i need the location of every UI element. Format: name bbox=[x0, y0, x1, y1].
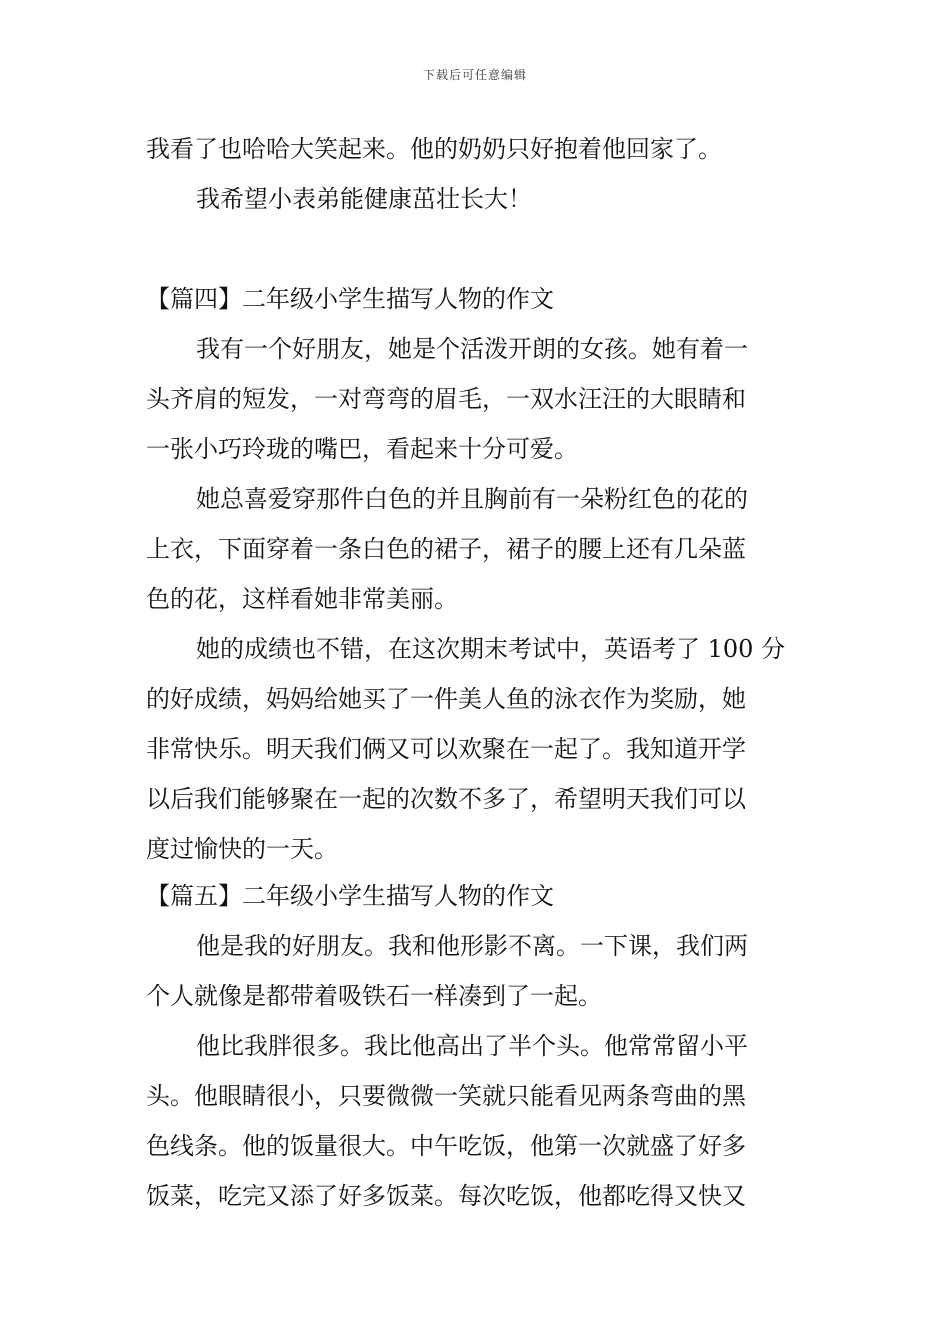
text-line: 我看了也哈哈大笑起来。他的奶奶只好抱着他回家了。 bbox=[146, 135, 722, 163]
text-line: 色的花，这样看她非常美丽。 bbox=[146, 585, 458, 613]
text-line: 一张小巧玲珑的嘴巴，看起来十分可爱。 bbox=[146, 435, 578, 463]
text-line: 的好成绩，妈妈给她买了一件美人鱼的泳衣作为奖励，她 bbox=[146, 685, 746, 713]
text-line: 以后我们能够聚在一起的次数不多了，希望明天我们可以 bbox=[146, 785, 746, 813]
text-line: 头齐肩的短发，一对弯弯的眉毛，一双水汪汪的大眼睛和 bbox=[146, 385, 746, 413]
text-line: 非常快乐。明天我们俩又可以欢聚在一起了。我知道开学 bbox=[146, 735, 746, 763]
text-line: 度过愉快的一天。 bbox=[146, 835, 338, 863]
text-line: 我有一个好朋友，她是个活泼开朗的女孩。她有着一 bbox=[196, 335, 748, 363]
page-header: 下载后可任意编辑 bbox=[422, 68, 527, 82]
text-line: 她总喜爱穿那件白色的并且胸前有一朵粉红色的花的 bbox=[196, 485, 748, 513]
section-heading: 【篇四】二年级小学生描写人物的作文 bbox=[146, 285, 554, 313]
text-line: 头。他眼睛很小，只要微微一笑就只能看见两条弯曲的黑 bbox=[146, 1082, 746, 1110]
section-heading: 【篇五】二年级小学生描写人物的作文 bbox=[146, 882, 554, 910]
text-line: 她的成绩也不错，在这次期末考试中，英语考了 100 分 bbox=[196, 635, 786, 663]
text-line: 色线条。他的饭量很大。中午吃饭，他第一次就盛了好多 bbox=[146, 1132, 746, 1160]
text-line: 我希望小表弟能健康茁壮长大！ bbox=[196, 185, 532, 213]
text-line: 他比我胖很多。我比他高出了半个头。他常常留小平 bbox=[196, 1032, 748, 1060]
text-line: 饭菜，吃完又添了好多饭菜。每次吃饭，他都吃得又快又 bbox=[146, 1182, 746, 1210]
text-line: 上衣，下面穿着一条白色的裙子，裙子的腰上还有几朵蓝 bbox=[146, 535, 746, 563]
text-line: 个人就像是都带着吸铁石一样凑到了一起。 bbox=[146, 982, 602, 1010]
text-line: 他是我的好朋友。我和他形影不离。一下课，我们两 bbox=[196, 932, 748, 960]
